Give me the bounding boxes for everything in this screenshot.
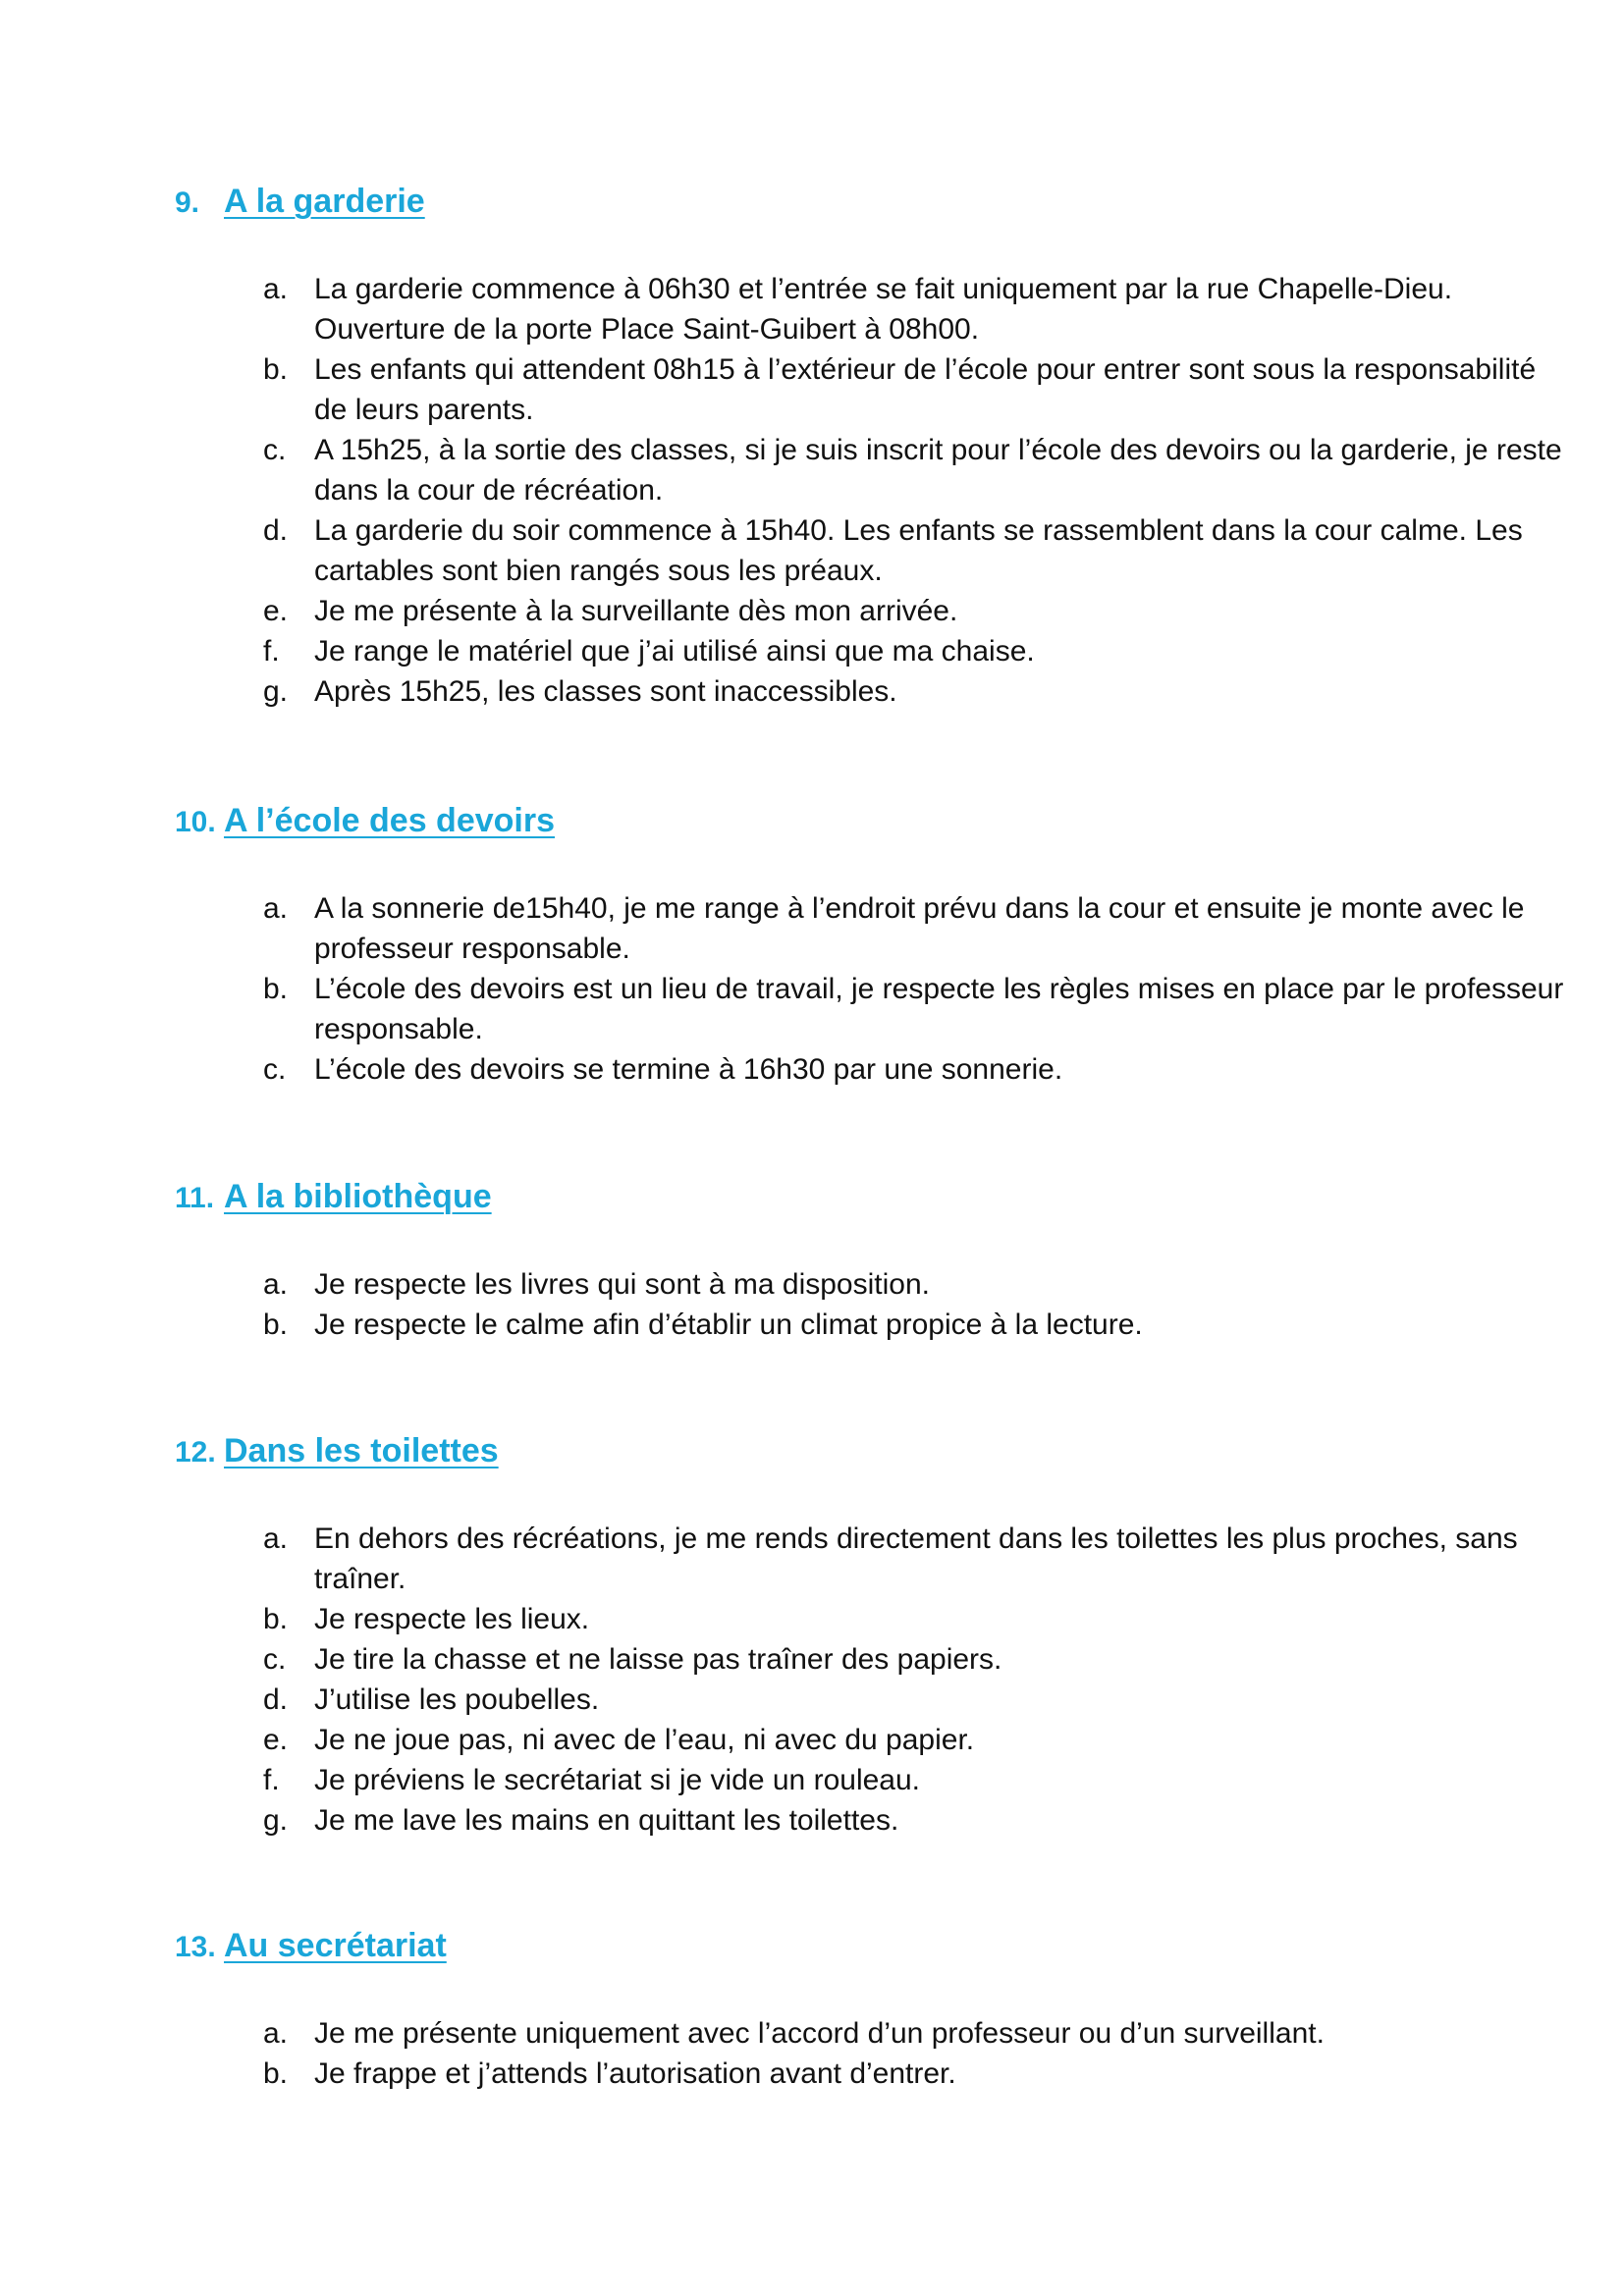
list-item-text: L’école des devoirs est un lieu de travail, je respecte les règles mises en place par le professeur responsable. [314,973,1564,1045]
list-item-text: Je respecte les livres qui sont à ma disposition. [314,1268,930,1301]
list-marker: b. [263,353,289,386]
list-item [175,1519,1589,1599]
list-item [175,1760,1589,1800]
list-item-text: Je ne joue pas, ni avec de l’eau, ni avec du papier. [314,1724,975,1756]
list-item [175,969,1589,1049]
list-item [175,1599,1589,1639]
list-item-text: Je me présente à la surveillante dès mon arrivée. [314,595,958,627]
list-item-text: Je frappe et j’attends l’autorisation avant d’entrer. [314,2057,956,2090]
list-item-text: Je me lave les mains en quittant les toilettes. [314,1804,899,1837]
list-item [175,1049,1589,1090]
section-title: A l’école des devoirs [224,802,555,839]
list-marker: b. [263,2057,289,2090]
section-secretariat [175,1924,1589,2094]
list-item-text: L’école des devoirs se termine à 16h30 par une sonnerie. [314,1053,1063,1086]
list-marker: a. [263,1268,289,1301]
section-ecole-des-devoirs [175,799,1589,1090]
rules-list [175,1264,1589,1345]
list-item [175,888,1589,969]
list-item-text: A la sonnerie de15h40, je me range à l’endroit prévu dans la cour et ensuite je monte avec le professeur responsable. [314,892,1525,965]
list-item [175,631,1589,671]
list-marker: b. [263,1603,289,1635]
list-marker: g. [263,1804,289,1837]
section-heading [175,1429,1589,1474]
list-marker: d. [263,514,289,547]
list-item [175,510,1589,591]
list-item [175,1264,1589,1305]
section-title: Dans les toilettes [224,1432,499,1469]
list-item [175,349,1589,430]
list-item-text: Je tire la chasse et ne laisse pas traîner des papiers. [314,1643,1002,1676]
list-marker: c. [263,434,287,466]
list-marker: a. [263,273,289,305]
list-item-text: J’utilise les poubelles. [314,1683,600,1716]
list-marker: a. [263,2017,289,2050]
section-toilettes [175,1429,1589,1841]
list-marker: a. [263,1522,289,1555]
section-heading [175,1924,1589,1969]
list-marker: f. [263,1764,280,1796]
list-item [175,591,1589,631]
list-item-text: La garderie du soir commence à 15h40. Les enfants se rassemblent dans la cour calme. Les cartables sont bien rangés sous les préaux. [314,514,1523,587]
list-item [175,1800,1589,1841]
section-number: 11. [175,1182,215,1214]
list-item-text: Je respecte les lieux. [314,1603,590,1635]
list-item [175,269,1589,349]
list-item-text: La garderie commence à 06h30 et l’entrée se fait uniquement par la rue Chapelle-Dieu. Ouverture de la porte Place Saint-Guibert à 08h00. [314,273,1453,346]
rules-list [175,1519,1589,1841]
rules-list [175,888,1589,1090]
list-marker: c. [263,1053,287,1086]
list-item-text: Je me présente uniquement avec l’accord d’un professeur ou d’un surveillant. [314,2017,1325,2050]
list-item [175,1305,1589,1345]
list-item [175,1680,1589,1720]
list-item [175,671,1589,712]
section-number: 10. [175,806,216,838]
list-marker: e. [263,595,289,627]
list-marker: d. [263,1683,289,1716]
list-item [175,2054,1589,2094]
list-item-text: Je préviens le secrétariat si je vide un rouleau. [314,1764,920,1796]
section-heading [175,1175,1589,1220]
section-title: Au secrétariat [224,1927,447,1964]
rules-list [175,2013,1589,2094]
list-marker: f. [263,635,280,667]
section-garderie [175,180,1589,712]
list-item-text: Je respecte le calme afin d’établir un climat propice à la lecture. [314,1308,1143,1341]
section-number: 12. [175,1436,216,1468]
list-item-text: A 15h25, à la sortie des classes, si je suis inscrit pour l’école des devoirs ou la garderie, je reste dans la cour de récréation. [314,434,1562,507]
list-item-text: Après 15h25, les classes sont inaccessibles. [314,675,897,708]
list-marker: g. [263,675,289,708]
list-item-text: Je range le matériel que j’ai utilisé ainsi que ma chaise. [314,635,1035,667]
list-item-text: En dehors des récréations, je me rends directement dans les toilettes les plus proches, sans traîner. [314,1522,1518,1595]
list-item [175,430,1589,510]
section-bibliotheque [175,1175,1589,1345]
section-number: 13. [175,1931,216,1963]
list-marker: a. [263,892,289,925]
list-item [175,1639,1589,1680]
list-marker: b. [263,1308,289,1341]
list-marker: c. [263,1643,287,1676]
list-item [175,2013,1589,2054]
section-number: 9. [175,187,200,219]
section-title: A la bibliothèque [224,1178,492,1215]
section-heading [175,799,1589,844]
section-title: A la garderie [224,183,425,220]
rules-list [175,269,1589,712]
list-marker: e. [263,1724,289,1756]
list-item [175,1720,1589,1760]
list-item-text: Les enfants qui attendent 08h15 à l’extérieur de l’école pour entrer sont sous la responsabilité de leurs parents. [314,353,1537,426]
section-heading [175,180,1589,225]
list-marker: b. [263,973,289,1005]
